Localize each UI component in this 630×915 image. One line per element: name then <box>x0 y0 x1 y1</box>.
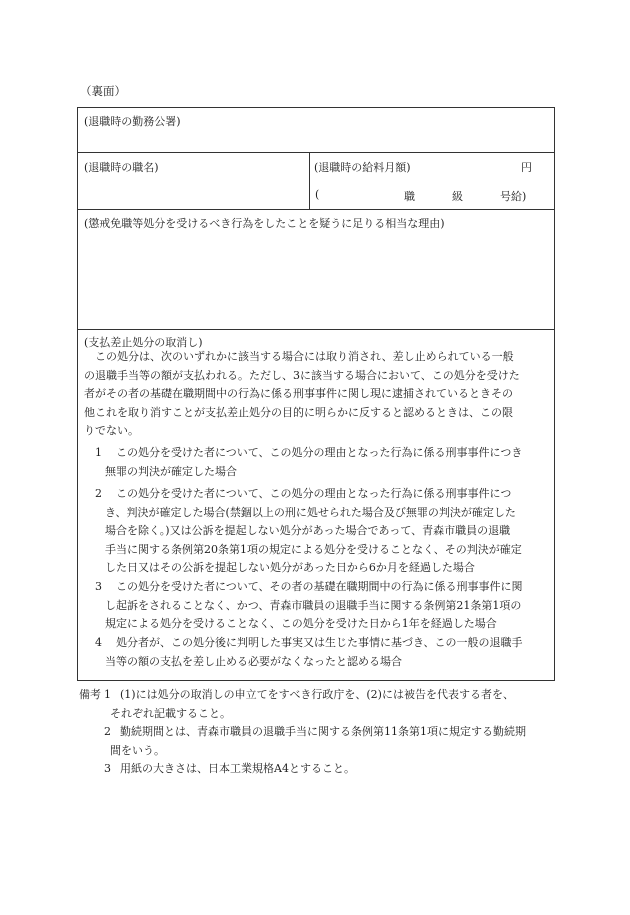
grade-open-paren: ( <box>315 188 320 201</box>
position-label: (退職時の職名) <box>84 161 159 174</box>
grade-gokyu: 号給) <box>500 190 527 203</box>
remark-line: 用紙の大きさは、日本工業規格A4とすること。 <box>120 762 355 775</box>
form-table <box>77 107 555 681</box>
intro-line: の退職手当等の額が支払われる。ただし、3に該当する場合において、この処分を受けた <box>84 368 520 382</box>
reverse-side-label: （裏面） <box>80 84 126 98</box>
remark-line: それぞれ記載すること。 <box>110 706 231 720</box>
grade-shoku: 職 <box>404 190 415 203</box>
item-line: 処分者が、この処分後に判明した事実又は生じた事情に基づき、この一般の退職手 <box>116 636 523 649</box>
item-line: 無罪の判決が確定した場合 <box>105 464 237 478</box>
remark-number: 1 <box>104 688 111 701</box>
intro-line: 者がその者の基礎在職期間中の行為に係る刑事事件に関し現に逮捕されているときその <box>84 387 513 400</box>
divider <box>78 329 554 330</box>
reason-label: (懲戒免職等処分を受けるべき行為をしたことを疑うに足りる相当な理由) <box>84 217 445 230</box>
remark-line: (1)には処分の取消しの申立てをすべき行政庁を、(2)には被告を代表する者を、 <box>120 688 514 701</box>
salary-unit: 円 <box>521 161 532 174</box>
item-number: 4 <box>95 636 102 649</box>
item-line: した日又はその公訴を提起しない処分があった日から6か月を経過した場合 <box>105 561 475 574</box>
divider <box>78 152 554 153</box>
item-line: き、判決が確定した場合(禁錮以上の刑に処せられた場合及び無罪の判決が確定した <box>105 505 516 519</box>
remark-line: 間をいう。 <box>110 743 165 757</box>
remark-line: 勤続期間とは、青森市職員の退職手当に関する条例第11条第1項に規定する勤続期 <box>120 725 526 738</box>
item-number: 2 <box>95 487 102 500</box>
item-number: 3 <box>95 580 102 593</box>
item-line: この処分を受けた者について、その者の基礎在職期間中の行為に係る刑事事件に関 <box>116 580 523 593</box>
cancellation-heading: (支払差止処分の取消し) <box>84 336 203 349</box>
item-line: 当等の額の支払を差し止める必要がなくなったと認める場合 <box>105 654 402 668</box>
remark-number: 2 <box>104 725 111 738</box>
item-line: 規定による処分を受けることなく、この処分を受けた日から1年を経過した場合 <box>105 617 497 630</box>
intro-line: この処分は、次のいずれかに該当する場合には取り消され、差し止められている一般 <box>95 350 514 363</box>
intro-line: 他これを取り消すことが支払差止処分の目的に明らかに反すると認めるときは、この限 <box>84 405 513 419</box>
item-number: 1 <box>95 446 102 459</box>
item-line: 場合を除く。)又は公訴を提起しない処分があった場合であって、青森市職員の退職 <box>105 524 511 537</box>
divider <box>309 152 310 209</box>
divider <box>78 209 554 210</box>
item-line: し起訴をされることなく、かつ、青森市職員の退職手当に関する条例第21条第1項の <box>105 598 522 612</box>
grade-kyu: 級 <box>452 190 463 203</box>
office-label: (退職時の勤務公署) <box>84 115 181 128</box>
item-line: 手当に関する条例第20条第1項の規定による処分を受けることなく、その判決が確定 <box>105 542 522 556</box>
item-line: この処分を受けた者について、この処分の理由となった行為に係る刑事事件につき <box>116 446 523 459</box>
remark-number: 3 <box>104 762 111 775</box>
remarks-label: 備考 <box>79 688 101 701</box>
intro-line: りでない。 <box>84 424 139 437</box>
item-line: この処分を受けた者について、この処分の理由となった行為に係る刑事事件につ <box>116 487 512 500</box>
salary-label: (退職時の給料月額) <box>314 161 411 174</box>
